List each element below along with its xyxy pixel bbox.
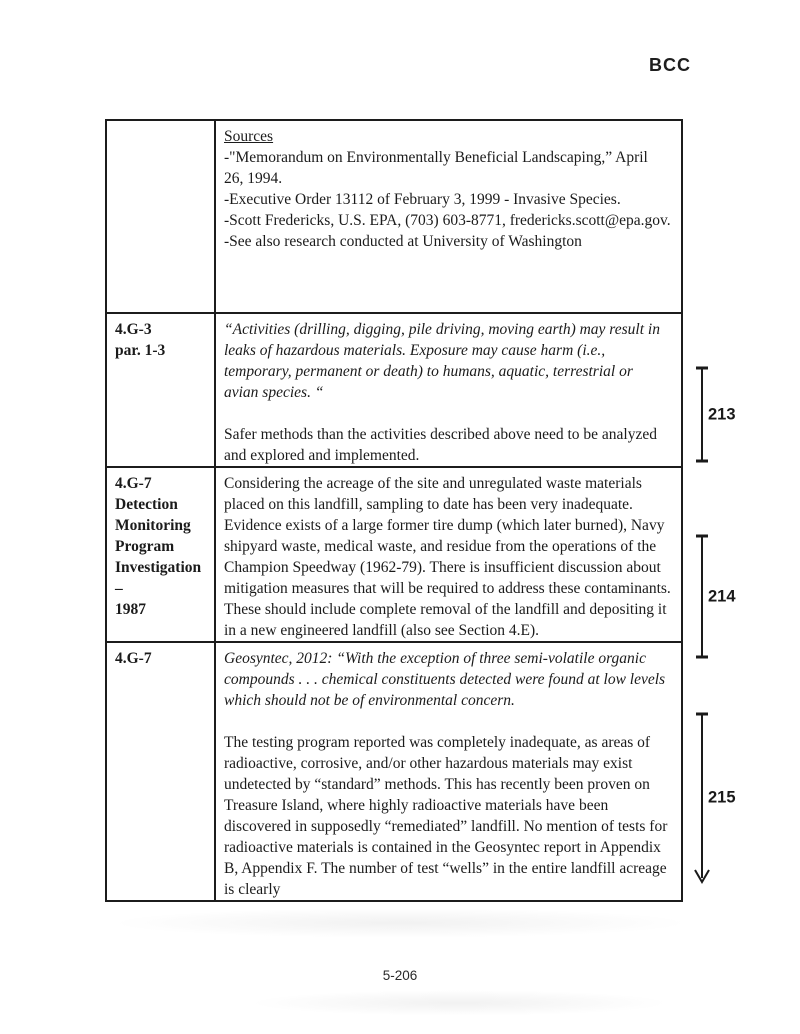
- comment-bracket-213: [694, 366, 754, 463]
- ref-cell-empty: [107, 121, 216, 312]
- ref-line: 4.G-7: [115, 475, 152, 492]
- comment-cell-4g7-detection: [216, 468, 681, 641]
- scan-artifact: [250, 990, 670, 1016]
- source-item: -Scott Fredericks, U.S. EPA, (703) 603-8771, fredericks.scott@epa.gov.: [224, 212, 671, 229]
- ref-line: 1987: [115, 601, 146, 618]
- comment-quote: Geosyntec, 2012: “With the exception of three semi-volatile organic compounds . . . chemical constituents detected were found at low levels which should not be of environmental concern.: [224, 650, 666, 709]
- ref-cell-4g3: [107, 314, 216, 466]
- table-row-4g3: [107, 312, 681, 466]
- comment-bracket-214: [694, 534, 754, 659]
- sources-heading: Sources: [224, 128, 274, 145]
- ref-line: Monitoring: [115, 517, 191, 534]
- table-row-sources: [107, 121, 681, 312]
- comment-cell-4g3: [216, 314, 681, 466]
- page-number: 5-206: [382, 968, 418, 983]
- comment-number: 215: [708, 788, 736, 807]
- comment-quote: “Activities (drilling, digging, pile driving, moving earth) may result in leaks of hazardous materials. Exposure may cause harm (i.e., temporary, permanent or death) to humans, aquatic, terrestrial or avian species. “: [224, 321, 660, 401]
- comment-number: 213: [708, 405, 736, 423]
- ref-line: 4.G-7: [115, 650, 152, 667]
- comment-number: 214: [708, 587, 736, 605]
- ref-line: 4.G-3: [115, 321, 152, 338]
- comment-cell-4g7-geosyntec: [216, 643, 681, 900]
- comment-text: The testing program reported was completely inadequate, as areas of radioactive, corrosive, and/or other hazardous materials may exist undetected by “standard” methods. This has recently been proven on Treasure Island, where highly radioactive materials have been discovered in supposedly “remediated” landfill. No mention of tests for radioactive materials is contained in the Geosyntec report in Appendix B, Appendix F. The number of test “wells” in the entire landfill acreage is clearly: [224, 734, 668, 898]
- table-row-4g7-geosyntec: [107, 641, 681, 900]
- sources-cell: [216, 121, 681, 312]
- ref-line: Investigation –: [115, 559, 202, 597]
- comment-table: [105, 119, 683, 902]
- source-item: -Executive Order 13112 of February 3, 1999 - Invasive Species.: [224, 191, 621, 208]
- comment-arrow-215: [694, 712, 754, 884]
- ref-cell-4g7: [107, 643, 216, 900]
- source-item: -"Memorandum on Environmentally Beneficial Landscaping,” April 26, 1994.: [224, 149, 648, 187]
- comment-text: Considering the acreage of the site and unregulated waste materials placed on this landfill, sampling to date has been very inadequate. Evidence exists of a large former tire dump (which later burned), Navy shipyard waste, medical waste, and residue from the operations of the Champion Speedway (1962-79). There is insufficient discussion about mitigation measures that will be required to address these contaminants. These should include complete removal of the landfill and depositing it in a new engineered landfill (also see Section 4.E).: [224, 475, 671, 639]
- ref-line: par. 1-3: [115, 342, 166, 359]
- comment-text: Safer methods than the activities described above need to be analyzed and explored and implemented.: [224, 426, 657, 464]
- ref-cell-4g7-detection: [107, 468, 216, 641]
- table-row-4g7-detection: [107, 466, 681, 641]
- ref-line: Program: [115, 538, 175, 555]
- header-label: BCC: [649, 55, 691, 75]
- scan-artifact: [110, 908, 690, 938]
- source-item: -See also research conducted at University of Washington: [224, 233, 582, 250]
- ref-line: Detection: [115, 496, 178, 513]
